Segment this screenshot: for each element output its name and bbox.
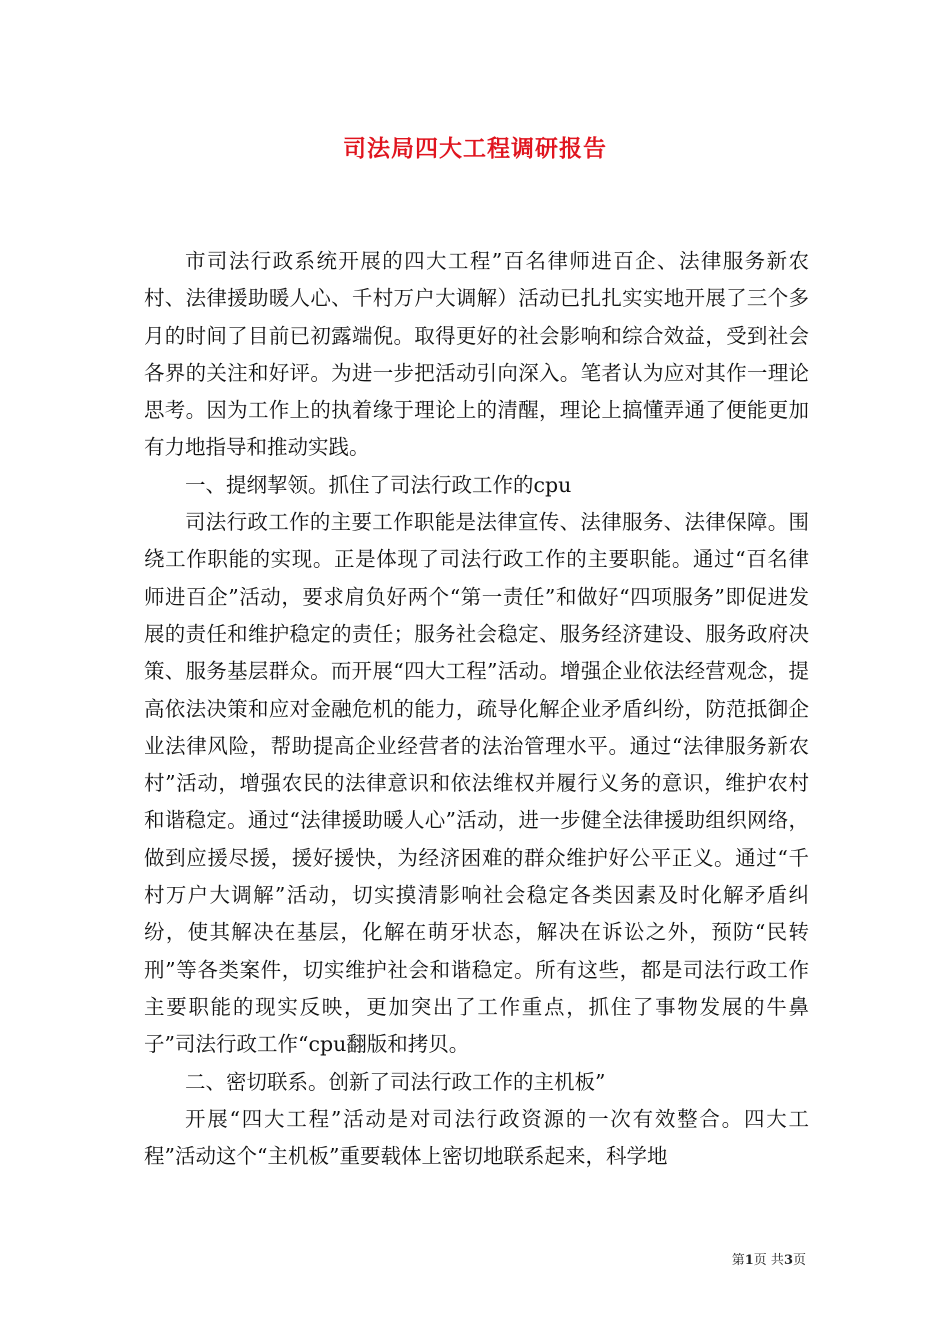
paragraph-intro: 市司法行政系统开展的四大工程”百名律师进百企、法律服务新农村、法律援助暖人心、千村万户大调解）活动已扎扎实实地开展了三个多月的时间了目前已初露端倪。取得更好的社会影响和综合效益，受到社会各界的关注和好评。为进一步把活动引向深入。笔者认为应对其作一理论思考。因为工作上的执着缘于理论上的清醒，理论上搞懂弄通了便能更加有力地指导和推动实践。 — [144, 249, 809, 460]
heading-section-1: 一、提纲挈领。抓住了司法行政工作的cpu — [185, 472, 572, 497]
page-number-footer — [732, 1249, 806, 1268]
footer-prefix: 第 — [731, 1253, 745, 1268]
document-body — [144, 243, 809, 1175]
heading-section-2: 二、密切联系。创新了司法行政工作的主机板” — [185, 1069, 606, 1094]
document-title: 司法局四大工程调研报告 — [343, 135, 607, 162]
total-page-number: 3 — [783, 1253, 793, 1268]
current-page-number: 1 — [744, 1253, 754, 1268]
paragraph-section-2: 开展“四大工程”活动是对司法行政资源的一次有效整合。四大工程”活动这个“主机板”重要载体上密切地联系起来，科学地 — [144, 1106, 809, 1169]
footer-suffix: 页 — [792, 1253, 806, 1268]
paragraph-section-1: 司法行政工作的主要工作职能是法律宣传、法律服务、法律保障。围绕工作职能的实现。正是体现了司法行政工作的主要职能。通过“百名律师进百企”活动，要求肩负好两个“第一责任”和做好“四项服务”即促进发展的责任和维护稳定的责任；服务社会稳定、服务经济建设、服务政府决策、服务基层群众。而开展“四大工程”活动。增强企业依法经营观念，提高依法决策和应对金融危机的能力，疏导化解企业矛盾纠纷，防范抵御企业法律风险，帮助提高企业经营者的法治管理水平。通过“法律服务新农村”活动，增强农民的法律意识和依法维权并履行义务的意识，维护农村和谐稳定。通过“法律援助暖人心”活动，进一步健全法律援助组织网络，做到应援尽援，援好援快，为经济困难的群众维护好公平正义。通过“千村万户大调解”活动，切实摸清影响社会稳定各类因素及时化解矛盾纠纷，使其解决在基层，化解在萌牙状态，解决在诉讼之外，预防“民转刑”等各类案件，切实维护社会和谐稳定。所有这些，都是司法行政工作主要职能的现实反映，更加突出了工作重点，抓住了事物发展的牛鼻子”司法行政工作“cpu翻版和拷贝。 — [144, 510, 809, 1057]
footer-middle: 页 共 — [753, 1253, 784, 1268]
